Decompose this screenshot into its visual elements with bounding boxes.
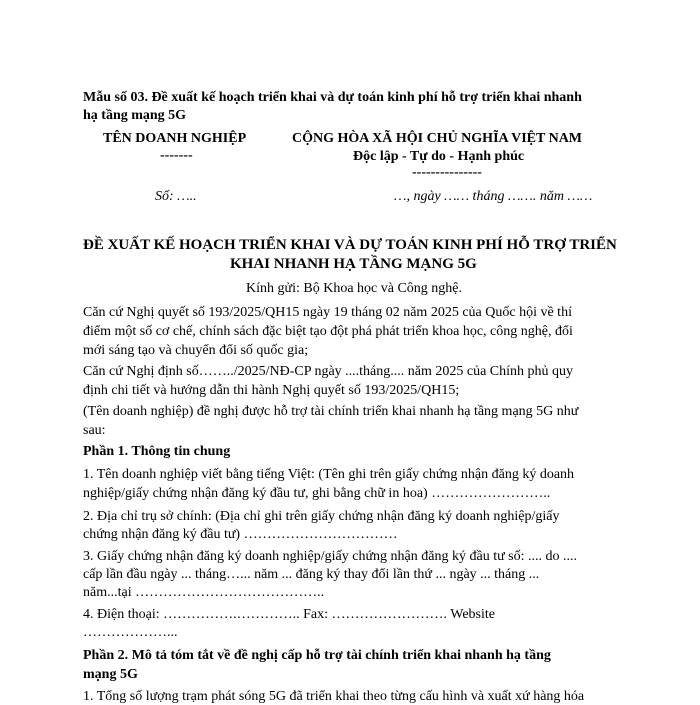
basis-resolution-line3: mới sáng tạo và chuyển đổi số quốc gia; (83, 343, 309, 358)
national-motto-subtitle: Độc lập - Tự do - Hạnh phúc (353, 149, 525, 164)
request-line1: (Tên doanh nghiệp) đề nghị được hỗ trợ tài chính triển khai nhanh hạ tầng mạng 5G như (83, 404, 579, 419)
company-rule: ------- (160, 148, 193, 163)
basis-decree-line2: định chi tiết và hướng dẫn thi hành Nghị quyết số 193/2025/QH15; (83, 383, 460, 398)
part1-item3-line1: 3. Giấy chứng nhận đăng ký doanh nghiệp/giấy chứng nhận đăng ký đầu tư số: .... do .... (83, 549, 578, 564)
part1-item3-line3: năm...tại ………………………………….. (83, 585, 325, 600)
basis-decree-line1: Căn cứ Nghị định số……../2025/NĐ-CP ngày ....tháng.... năm 2025 của Chính phủ quy (83, 364, 574, 379)
basis-resolution-line2: điểm một số cơ chế, chính sách đặc biệt tạo đột phá phát triển khoa học, công nghệ, đổi (83, 324, 573, 339)
part1-item2-line2: chứng nhận đăng ký đầu tư) …………………………… (83, 527, 398, 542)
document-number: Số: ….. (155, 189, 197, 204)
document-title-line2: KHAI NHANH HẠ TẦNG MẠNG 5G (230, 256, 477, 272)
part2-heading-line1: Phần 2. Mô tả tóm tắt về đề nghị cấp hỗ trợ tài chính triển khai nhanh hạ tầng (83, 648, 551, 663)
request-line2: sau: (83, 423, 106, 438)
addressee: Kính gửi: Bộ Khoa học và Công nghệ. (246, 281, 463, 296)
national-motto-title: CỘNG HÒA XÃ HỘI CHỦ NGHĨA VIỆT NAM (292, 131, 583, 146)
form-title-line2: hạ tầng mạng 5G (83, 108, 187, 123)
part1-item4-line2: ………………... (83, 625, 178, 640)
basis-resolution-line1: Căn cứ Nghị quyết số 193/2025/QH15 ngày 19 tháng 02 năm 2025 của Quốc hội về thí (83, 305, 572, 320)
part2-heading-line2: mạng 5G (83, 667, 138, 682)
part2-item1-partial: 1. Tổng số lượng trạm phát sóng 5G đã triển khai theo từng cấu hình và xuất xứ hàng hóa (83, 689, 585, 704)
part1-heading: Phần 1. Thông tin chung (83, 444, 231, 459)
part1-item1-line1: 1. Tên doanh nghiệp viết bằng tiếng Việt: (Tên ghi trên giấy chứng nhận đăng ký doanh (83, 467, 575, 482)
form-title-line1: Mẫu số 03. Đề xuất kế hoạch triển khai và dự toán kinh phí hỗ trợ triển khai nhanh (83, 90, 582, 105)
motto-rule: --------------- (412, 165, 482, 180)
part1-item3-line2: cấp lần đầu ngày ... tháng…... năm ... đăng ký thay đổi lần thứ ... ngày ... tháng ... (83, 567, 540, 582)
part1-item4-line1: 4. Điện thoại: …………….………….. Fax: ……………………. Website (83, 607, 495, 622)
document-date: …, ngày …… tháng ……. năm …… (394, 189, 593, 204)
part1-item1-line2: nghiệp/giấy chứng nhận đăng ký đầu tư, ghi bằng chữ in hoa) …………………….. (83, 486, 551, 501)
part1-item2-line1: 2. Địa chỉ trụ sở chính: (Địa chỉ ghi trên giấy chứng nhận đăng ký doanh nghiệp/giấy (83, 509, 560, 524)
document-title-line1: ĐỀ XUẤT KẾ HOẠCH TRIỂN KHAI VÀ DỰ TOÁN KINH PHÍ HỖ TRỢ TRIỂN (83, 237, 617, 253)
company-name: TÊN DOANH NGHIỆP (103, 131, 247, 146)
